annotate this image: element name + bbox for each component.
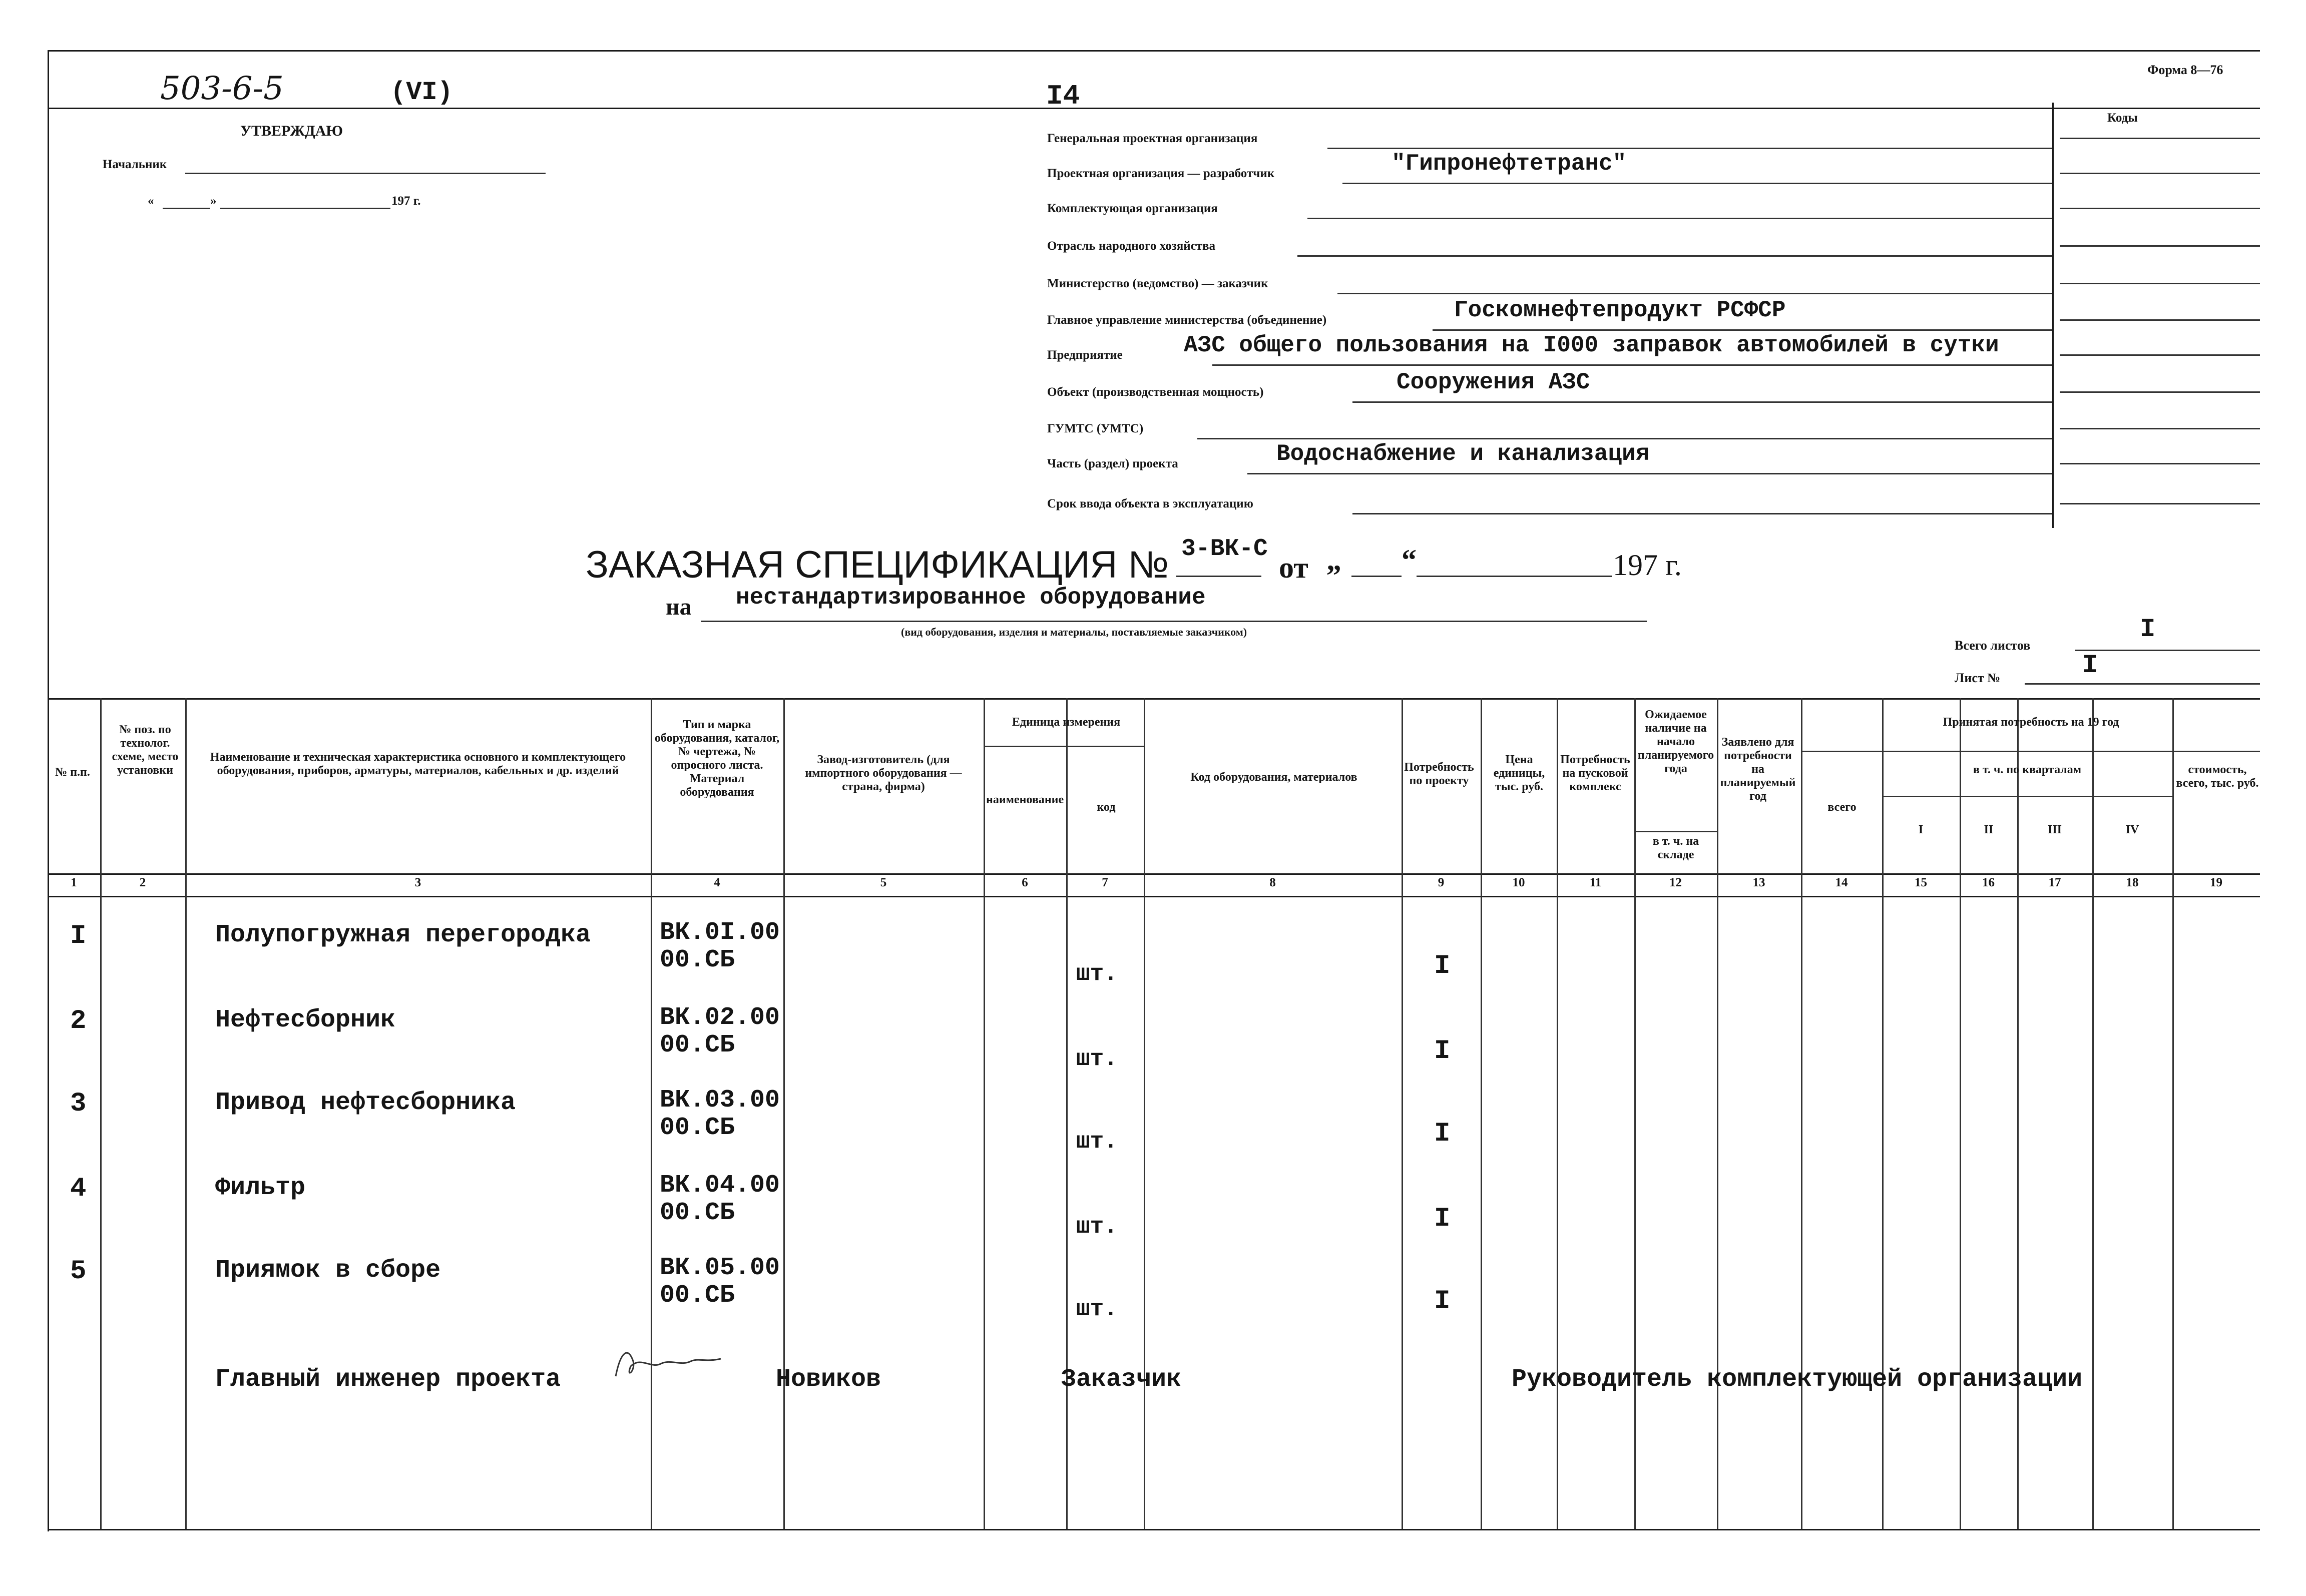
column-divider bbox=[2017, 698, 2019, 1529]
item-type-line2: 00.СБ bbox=[660, 1199, 735, 1227]
approve-title: УТВЕРЖДАЮ bbox=[240, 123, 343, 139]
row-number: 5 bbox=[70, 1256, 87, 1287]
date-year: 197 г. bbox=[391, 194, 421, 208]
header-c13: Заявлено для потребности на планируемый год bbox=[1720, 736, 1796, 803]
org-field-label: Часть (раздел) проекта bbox=[1047, 457, 1178, 470]
header-unit-group: Единица измерения bbox=[1012, 716, 1121, 729]
org-field-label: Предприятие bbox=[1047, 348, 1123, 362]
header-c12b: в т. ч. на складе bbox=[1652, 835, 1699, 861]
frame-left bbox=[48, 50, 49, 1531]
unit-subheader-line bbox=[984, 746, 1144, 747]
header-c14: всего bbox=[1827, 801, 1857, 814]
org-field-label: Главное управление министерства (объединение) bbox=[1047, 313, 1327, 327]
column-number: 3 bbox=[414, 876, 421, 889]
column-number: 10 bbox=[1512, 876, 1525, 889]
table-top-border bbox=[48, 698, 2260, 700]
org-field-label: Генеральная проектная организация bbox=[1047, 132, 1258, 145]
column-divider bbox=[2092, 698, 2094, 1529]
item-unit: шт. bbox=[1076, 1129, 1118, 1155]
item-name: Нефтесборник bbox=[215, 1006, 396, 1034]
sheet-value: I bbox=[2082, 651, 2098, 680]
header-q2: II bbox=[1984, 823, 1994, 836]
spec-month-line bbox=[1417, 576, 1612, 577]
total-sheets-line bbox=[2075, 650, 2260, 651]
item-type-line1: ВК.02.00 bbox=[660, 1003, 780, 1032]
item-unit: шт. bbox=[1076, 961, 1118, 987]
org-field-line bbox=[1297, 255, 2052, 257]
org-field-line bbox=[1212, 364, 2052, 366]
row-number: 4 bbox=[70, 1174, 87, 1204]
table-bottom-border bbox=[48, 1529, 2260, 1530]
item-quantity: I bbox=[1434, 1036, 1451, 1067]
org-field-value: АЗС общего пользования на I000 заправок автомобилей в сутки bbox=[1184, 332, 1999, 358]
sheet-label: Лист № bbox=[1955, 671, 2001, 685]
spec-title: ЗАКАЗНАЯ СПЕЦИФИКАЦИЯ № bbox=[586, 544, 1169, 586]
item-unit: шт. bbox=[1076, 1214, 1118, 1240]
org-field-line bbox=[1197, 438, 2052, 439]
frame-top bbox=[48, 50, 2260, 52]
header-c1: № п.п. bbox=[55, 766, 90, 779]
item-unit: шт. bbox=[1076, 1046, 1118, 1072]
item-type-line2: 00.СБ bbox=[660, 1114, 735, 1142]
form-label: Форма 8—76 bbox=[2147, 63, 2223, 77]
header-c5: Завод-изготовитель (для импортного оборудования — страна, фирма) bbox=[805, 753, 962, 793]
item-name: Привод нефтесборника bbox=[215, 1089, 516, 1117]
org-field-label: Министерство (ведомство) — заказчик bbox=[1047, 277, 1268, 290]
spec-quote-open: „ bbox=[1326, 544, 1341, 577]
header-q3: III bbox=[2047, 823, 2062, 836]
date-day-line bbox=[163, 208, 210, 209]
org-field-line bbox=[1433, 329, 2052, 331]
column-divider bbox=[1557, 698, 1558, 1529]
item-quantity: I bbox=[1434, 1204, 1451, 1234]
org-field-label: Комплектующая организация bbox=[1047, 202, 1218, 215]
header-c4: Тип и марка оборудования, каталог, № чертежа, № опросного листа. Материал оборудования bbox=[654, 718, 780, 799]
code-line bbox=[2060, 319, 2260, 321]
spec-on-label: на bbox=[666, 594, 692, 620]
column-divider bbox=[1144, 698, 1145, 1529]
code-line bbox=[2060, 283, 2260, 284]
date-close-quote: » bbox=[210, 194, 217, 208]
column-number: 17 bbox=[2048, 876, 2061, 889]
header-c19: стоимость, всего, тыс. руб. bbox=[2176, 763, 2259, 790]
c12-subheader-line bbox=[1634, 831, 1717, 832]
org-field-value: Госкомнефтепродукт РСФСР bbox=[1454, 297, 1786, 323]
item-type-line1: ВК.03.00 bbox=[660, 1086, 780, 1115]
column-divider bbox=[100, 698, 102, 1529]
item-name: Полупогружная перегородка bbox=[215, 921, 591, 949]
header-c9: Потребность по проекту bbox=[1404, 761, 1474, 787]
column-number: 16 bbox=[1982, 876, 1995, 889]
item-type-line1: ВК.0I.00 bbox=[660, 918, 780, 947]
code-line bbox=[2060, 208, 2260, 209]
item-type-line2: 00.СБ bbox=[660, 1281, 735, 1310]
org-field-value: Сооружения АЗС bbox=[1397, 369, 1590, 395]
spec-number-line bbox=[1176, 576, 1261, 577]
org-field-line bbox=[1337, 293, 2052, 294]
volume-label: (VI) bbox=[390, 78, 453, 107]
org-field-line bbox=[1307, 218, 2052, 219]
header-c12: Ожидаемое наличие на начало планируемого года bbox=[1637, 708, 1714, 775]
header-c10: Цена единицы, тыс. руб. bbox=[1493, 753, 1545, 793]
sheet-line bbox=[2025, 683, 2260, 685]
customer-label: Заказчик bbox=[1061, 1365, 1182, 1394]
item-type-line2: 00.СБ bbox=[660, 946, 735, 974]
item-unit: шт. bbox=[1076, 1296, 1118, 1322]
org-field-label: ГУМТС (УМТС) bbox=[1047, 422, 1144, 435]
column-number: 14 bbox=[1835, 876, 1848, 889]
row-number: I bbox=[70, 921, 87, 951]
column-divider bbox=[1717, 698, 1718, 1529]
column-number: 18 bbox=[2126, 876, 2139, 889]
header-c11: Потребность на пусковой комплекс bbox=[1560, 753, 1630, 793]
page-number: I4 bbox=[1046, 80, 1080, 112]
total-sheets-label: Всего листов bbox=[1955, 638, 2031, 653]
org-field-label: Объект (производственная мощность) bbox=[1047, 385, 1264, 399]
header-c2: № поз. по технолог. схеме, место установки bbox=[112, 723, 179, 777]
code-line bbox=[2060, 245, 2260, 247]
column-divider bbox=[651, 698, 652, 1529]
column-number: 5 bbox=[880, 876, 887, 889]
row-number: 3 bbox=[70, 1089, 87, 1119]
column-divider bbox=[1481, 698, 1482, 1529]
column-number: 9 bbox=[1438, 876, 1445, 889]
column-number: 13 bbox=[1752, 876, 1765, 889]
quarters-subheader-line bbox=[1882, 796, 2172, 797]
spec-quote-close: “ bbox=[1402, 544, 1417, 577]
org-field-line bbox=[1342, 183, 2052, 184]
chief-engineer-name: Новиков bbox=[776, 1365, 881, 1394]
column-number: 15 bbox=[1915, 876, 1927, 889]
header-c3: Наименование и техническая характеристика основного и комплектующего оборудования, приборов, арматуры, материалов, кабельных и др. изделий bbox=[210, 751, 626, 777]
column-number-border bbox=[48, 896, 2260, 897]
supplier-head-label: Руководитель комплектующей организации bbox=[1512, 1365, 2083, 1394]
column-divider bbox=[1634, 698, 1636, 1529]
doc-number: 503-6-5 bbox=[160, 70, 284, 107]
org-field-label: Отрасль народного хозяйства bbox=[1047, 239, 1216, 253]
code-line bbox=[2060, 463, 2260, 464]
column-divider bbox=[1801, 698, 1802, 1529]
spec-year: 197 г. bbox=[1613, 549, 1682, 582]
item-type-line1: ВК.04.00 bbox=[660, 1171, 780, 1200]
header-quarters: в т. ч. по кварталам bbox=[1973, 763, 2082, 776]
column-divider bbox=[1066, 698, 1068, 1529]
header-accepted: Принятая потребность на 19 год bbox=[1943, 716, 2119, 729]
spec-from: от bbox=[1279, 551, 1308, 584]
code-line bbox=[2060, 173, 2260, 174]
column-number: 1 bbox=[71, 876, 77, 889]
item-quantity: I bbox=[1434, 1119, 1451, 1149]
column-divider bbox=[1882, 698, 1884, 1529]
org-field-line bbox=[1352, 513, 2052, 514]
codes-divider bbox=[2052, 103, 2054, 528]
column-number: 7 bbox=[1102, 876, 1108, 889]
date-month-line bbox=[220, 208, 390, 209]
code-line bbox=[2060, 354, 2260, 356]
column-number: 12 bbox=[1669, 876, 1682, 889]
code-line bbox=[2060, 138, 2260, 139]
header-c8: Код оборудования, материалов bbox=[1190, 771, 1357, 784]
header-c6: наименование bbox=[986, 793, 1064, 806]
org-field-value: "Гипронефтетранс" bbox=[1392, 151, 1627, 177]
column-number: 4 bbox=[714, 876, 720, 889]
chief-signature-line bbox=[185, 173, 546, 174]
chief-engineer-signature bbox=[606, 1341, 731, 1386]
row-number: 2 bbox=[70, 1006, 87, 1036]
chief-label: Начальник bbox=[103, 158, 167, 171]
item-type-line1: ВК.05.00 bbox=[660, 1254, 780, 1282]
header-bottom-border bbox=[48, 873, 2260, 875]
item-type-line2: 00.СБ bbox=[660, 1031, 735, 1059]
org-field-line bbox=[1327, 148, 2052, 149]
code-line bbox=[2060, 428, 2260, 429]
column-divider bbox=[984, 698, 985, 1529]
column-divider bbox=[1402, 698, 1403, 1529]
header-divider bbox=[48, 108, 2260, 109]
spec-day-line bbox=[1351, 576, 1402, 577]
code-line bbox=[2060, 503, 2260, 504]
item-quantity: I bbox=[1434, 951, 1451, 981]
spec-number: 3-ВК-С bbox=[1181, 536, 1268, 563]
spec-subject-caption: (вид оборудования, изделия и материалы, поставляемые заказчиком) bbox=[901, 626, 1247, 638]
code-line bbox=[2060, 391, 2260, 393]
chief-engineer-label: Главный инженер проекта bbox=[215, 1365, 561, 1394]
item-name: Фильтр bbox=[215, 1174, 306, 1202]
codes-label: Коды bbox=[2107, 111, 2138, 125]
org-field-label: Проектная организация — разработчик bbox=[1047, 167, 1275, 180]
header-q1: I bbox=[1918, 823, 1924, 836]
column-number: 11 bbox=[1589, 876, 1602, 889]
org-field-label: Срок ввода объекта в эксплуатацию bbox=[1047, 497, 1253, 510]
column-number: 8 bbox=[1269, 876, 1276, 889]
org-field-line bbox=[1352, 401, 2052, 403]
total-sheets-value: I bbox=[2140, 615, 2156, 644]
item-quantity: I bbox=[1434, 1286, 1451, 1317]
item-name: Приямок в сборе bbox=[215, 1256, 441, 1285]
org-field-line bbox=[1247, 473, 2052, 474]
column-divider bbox=[2172, 698, 2174, 1529]
spec-subject-line bbox=[701, 621, 1647, 622]
header-c7: код bbox=[1097, 801, 1116, 814]
date-open-quote: « bbox=[148, 194, 154, 208]
column-divider bbox=[783, 698, 785, 1529]
header-q4: IV bbox=[2125, 823, 2139, 836]
spec-subject: нестандартизированное оборудование bbox=[736, 585, 1206, 611]
column-divider bbox=[185, 698, 187, 1529]
column-number: 2 bbox=[139, 876, 146, 889]
column-number: 6 bbox=[1022, 876, 1028, 889]
accepted-subheader-line bbox=[1801, 751, 2260, 752]
org-field-value: Водоснабжение и канализация bbox=[1276, 441, 1650, 467]
column-divider bbox=[1960, 698, 1961, 1529]
column-number: 19 bbox=[2210, 876, 2222, 889]
